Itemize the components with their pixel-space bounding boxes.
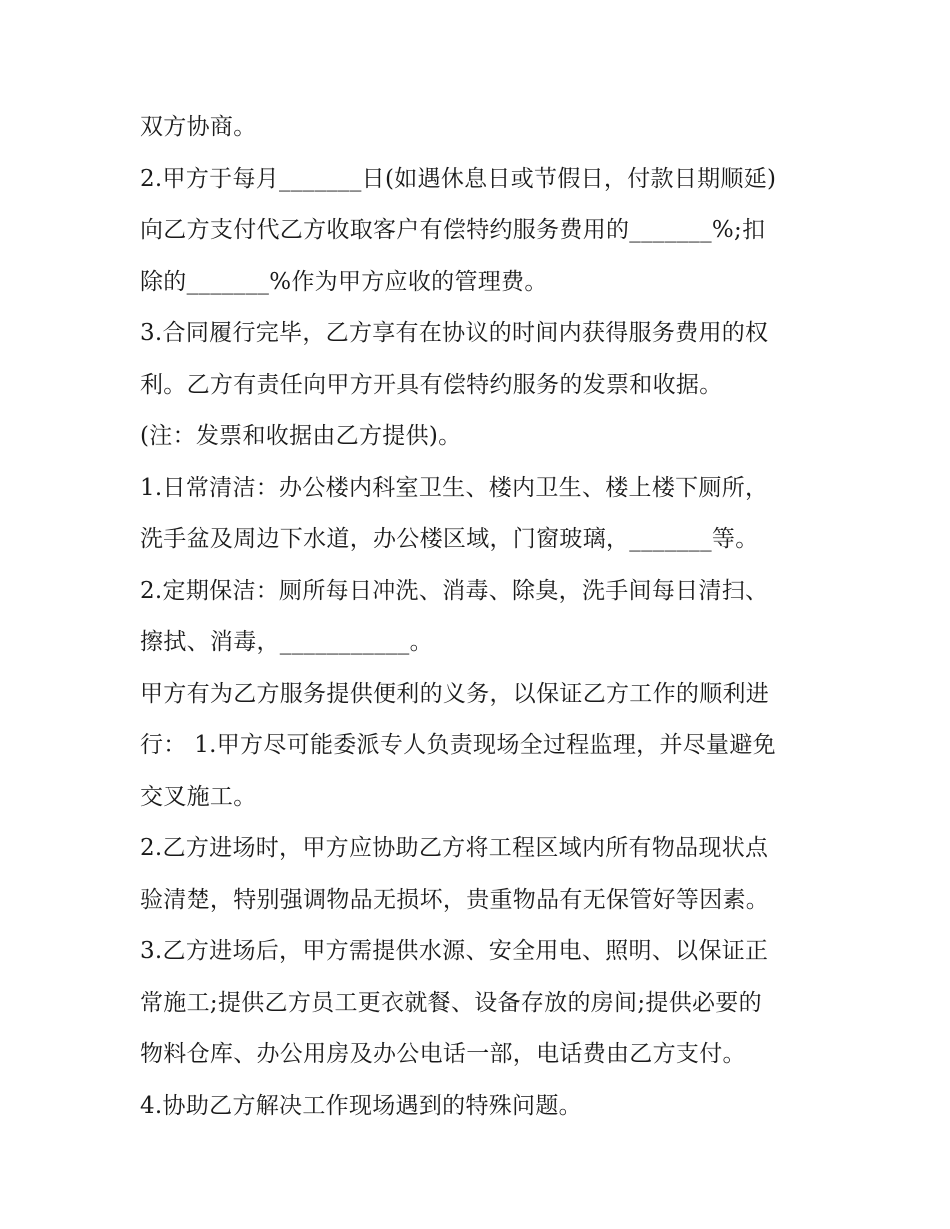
text-line: 2.定期保洁：厕所每日冲洗、消毒、除臭，洗手间每日清扫、 — [140, 577, 769, 604]
text-line: 验清楚，特别强调物品无损坏，贵重物品有无保管好等因素。 — [140, 886, 770, 913]
text-line: 擦拭、消毒，___________。 — [140, 629, 433, 655]
document-body — [140, 102, 820, 1132]
text-line: 双方协商。 — [140, 114, 257, 140]
text-line: (注：发票和收据由乙方提供)。 — [140, 423, 462, 449]
text-line: 1.日常清洁：办公楼内科室卫生、楼内卫生、楼上楼下厕所， — [140, 474, 769, 501]
text-line: 2.甲方于每月_______日(如遇休息日或节假日，付款日期顺延) — [140, 165, 777, 192]
text-line: 3.合同履行完毕，乙方享有在协议的时间内获得服务费用的权 — [140, 320, 769, 346]
text-line: 利。乙方有责任向甲方开具有偿特约服务的发票和收据。 — [140, 371, 723, 398]
text-line: 向乙方支付代乙方收取客户有偿特约服务费用的_______%;扣 — [140, 217, 766, 243]
text-line: 除的_______%作为甲方应收的管理费。 — [140, 268, 548, 295]
text-line: 甲方有为乙方服务提供便利的义务，以保证乙方工作的顺利进 — [140, 680, 770, 707]
text-line: 物料仓库、办公用房及办公电话一部，电话费由乙方支付。 — [140, 1041, 746, 1067]
text-line: 2.乙方进场时，甲方应协助乙方将工程区域内所有物品现状点 — [140, 835, 769, 861]
text-line: 常施工;提供乙方员工更衣就餐、设备存放的房间;提供必要的 — [140, 989, 762, 1016]
text-line: 交叉施工。 — [140, 783, 257, 810]
text-line: 行： 1.甲方尽可能委派专人负责现场全过程监理，并尽量避免 — [140, 732, 776, 758]
text-line: 3.乙方进场后，甲方需提供水源、安全用电、照明、以保证正 — [140, 938, 769, 964]
text-line: 4.协助乙方解决工作现场遇到的特殊问题。 — [140, 1092, 582, 1119]
text-line: 洗手盆及周边下水道，办公楼区域，门窗玻璃，_______等。 — [140, 526, 759, 552]
